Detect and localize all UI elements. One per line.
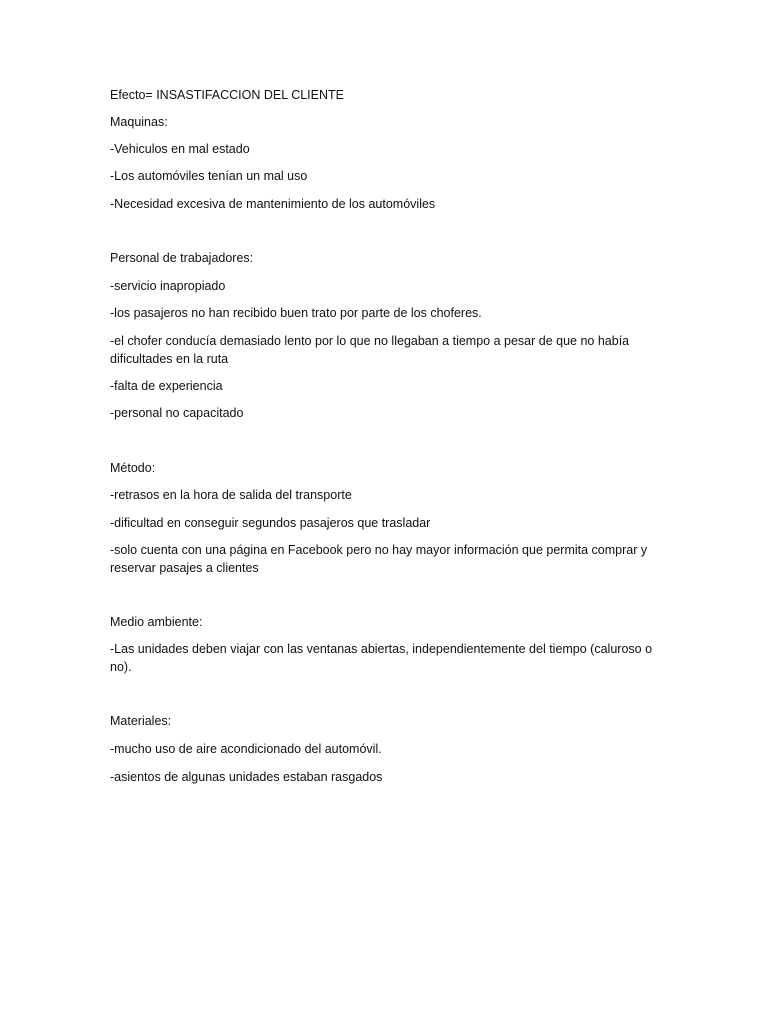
list-item: -Vehiculos en mal estado bbox=[110, 142, 250, 156]
list-item: -servicio inapropiado bbox=[110, 279, 226, 293]
section-heading-personal: Personal de trabajadores: bbox=[110, 251, 254, 265]
list-item: -dificultad en conseguir segundos pasajeros que trasladar bbox=[110, 516, 431, 530]
section-heading-medio-ambiente: Medio ambiente: bbox=[110, 615, 203, 629]
list-item: -mucho uso de aire acondicionado del automóvil. bbox=[110, 742, 382, 756]
list-item: -el chofer conducía demasiado lento por lo que no llegaban a tiempo a pesar de que no había dificultades en la ruta bbox=[110, 334, 630, 366]
list-item: -asientos de algunas unidades estaban rasgados bbox=[110, 770, 383, 784]
list-item: -solo cuenta con una página en Facebook pero no hay mayor información que permita comprar y reservar pasajes a clientes bbox=[110, 543, 648, 575]
list-item: -los pasajeros no han recibido buen trato por parte de los choferes. bbox=[110, 306, 482, 320]
section-heading-materiales: Materiales: bbox=[110, 714, 172, 728]
list-item: -Las unidades deben viajar con las ventanas abiertas, independientemente del tiempo (caluroso o no). bbox=[110, 642, 653, 674]
list-item: -falta de experiencia bbox=[110, 379, 223, 393]
section-heading-metodo: Método: bbox=[110, 461, 156, 475]
section-heading-maquinas: Maquinas: bbox=[110, 115, 168, 129]
list-item: -retrasos en la hora de salida del transporte bbox=[110, 488, 352, 502]
effect-title: Efecto= INSASTIFACCION DEL CLIENTE bbox=[110, 88, 344, 102]
list-item: -Necesidad excesiva de mantenimiento de los automóviles bbox=[110, 197, 436, 211]
list-item: -Los automóviles tenían un mal uso bbox=[110, 169, 308, 183]
list-item: -personal no capacitado bbox=[110, 406, 244, 420]
